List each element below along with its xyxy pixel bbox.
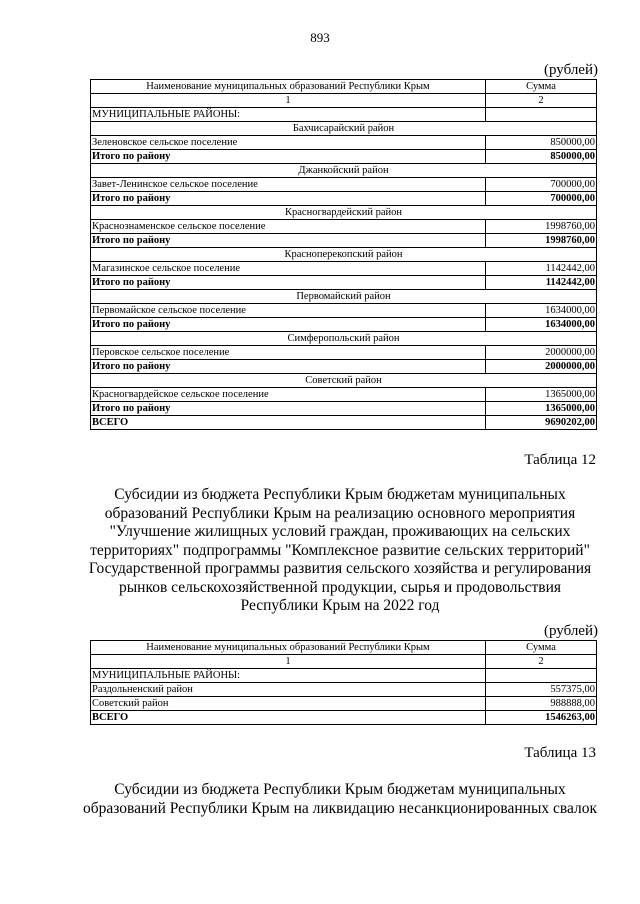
district-total-row <box>91 360 597 374</box>
column-number-2: 2 <box>486 94 597 108</box>
settlement-amount: 1365000,00 <box>486 388 597 402</box>
header-sum-cell: Сумма <box>486 641 597 655</box>
settlement-amount: 1142442,00 <box>486 262 597 276</box>
settlement-name: Красногвардейское сельское поселение <box>91 388 486 402</box>
empty-cell <box>486 108 597 122</box>
column-number-row <box>91 94 597 108</box>
table-12-heading <box>70 486 610 616</box>
settlement-amount: 2000000,00 <box>486 346 597 360</box>
district-name: Бахчисарайский район <box>91 122 597 136</box>
table-header-row <box>91 80 597 94</box>
district-row <box>91 248 597 262</box>
column-number-1: 1 <box>91 655 486 669</box>
group-row <box>91 669 597 683</box>
group-label: МУНИЦИПАЛЬНЫЕ РАЙОНЫ: <box>91 669 486 683</box>
district-total-row <box>91 234 597 248</box>
district-row <box>91 164 597 178</box>
district-total-amount: 1634000,00 <box>486 318 597 332</box>
district-name: Джанкойский район <box>91 164 597 178</box>
district-name: Симферопольский район <box>91 332 597 346</box>
table-row <box>91 388 597 402</box>
district-total-amount: 1998760,00 <box>486 234 597 248</box>
district-total-row <box>91 318 597 332</box>
table-row <box>91 304 597 318</box>
district-row <box>91 374 597 388</box>
table-13-label: Таблица 13 <box>524 745 596 761</box>
district-amount: 988888,00 <box>486 697 597 711</box>
district-name: Советский район <box>91 374 597 388</box>
district-total-amount: 1142442,00 <box>486 276 597 290</box>
table2-unit-label: (рублей) <box>543 623 598 639</box>
settlement-amount: 1634000,00 <box>486 304 597 318</box>
grand-total-label: ВСЕГО <box>91 711 486 725</box>
district-total-label: Итого по району <box>91 192 486 206</box>
district-total-label: Итого по району <box>91 150 486 164</box>
grand-total-row <box>91 711 597 725</box>
header-name-cell: Наименование муниципальных образований Республики Крым <box>91 80 486 94</box>
column-number-row <box>91 655 597 669</box>
table-header-row <box>91 641 597 655</box>
district-row <box>91 122 597 136</box>
heading-line: Государственной программы развития сельского хозяйства и регулирования <box>88 560 592 577</box>
column-number-2: 2 <box>486 655 597 669</box>
heading-line: образований Республики Крым на реализацию основного мероприятия <box>104 504 576 522</box>
table-13-heading <box>70 781 610 818</box>
district-total-row <box>91 402 597 416</box>
header-name-cell: Наименование муниципальных образований Республики Крым <box>91 641 486 655</box>
district-row <box>91 332 597 346</box>
settlement-name: Зеленовское сельское поселение <box>91 136 486 150</box>
district-row <box>91 290 597 304</box>
settlement-name: Краснознаменское сельское поселение <box>91 220 486 234</box>
grand-total-amount: 1546263,00 <box>486 711 597 725</box>
district-total-label: Итого по району <box>91 318 486 332</box>
settlement-amount: 700000,00 <box>486 178 597 192</box>
table-row <box>91 262 597 276</box>
district-total-amount: 850000,00 <box>486 150 597 164</box>
empty-cell <box>486 669 597 683</box>
heading-line: Республики Крым на 2022 год <box>240 597 440 614</box>
table-row <box>91 346 597 360</box>
district-total-row <box>91 150 597 164</box>
subsidy-table-1 <box>90 79 597 430</box>
district-total-amount: 2000000,00 <box>486 360 597 374</box>
district-name: Красногвардейский район <box>91 206 597 220</box>
settlement-name: Перовское сельское поселение <box>91 346 486 360</box>
settlement-name: Завет-Ленинское сельское поселение <box>91 178 486 192</box>
settlement-name: Магазинское сельское поселение <box>91 262 486 276</box>
district-total-label: Итого по району <box>91 276 486 290</box>
grand-total-amount: 9690202,00 <box>486 416 597 430</box>
column-number-1: 1 <box>91 94 486 108</box>
group-label: МУНИЦИПАЛЬНЫЕ РАЙОНЫ: <box>91 108 486 122</box>
heading-line: Субсидии из бюджета Республики Крым бюджетам муниципальных <box>114 486 566 503</box>
district-row <box>91 206 597 220</box>
heading-line: "Улучшение жилищных условий граждан, проживающих на сельских <box>109 523 571 540</box>
table-row <box>91 178 597 192</box>
heading-line: территориях" подпрограммы "Комплексное развитие сельских территорий" <box>90 541 590 559</box>
settlement-amount: 1998760,00 <box>486 220 597 234</box>
district-total-label: Итого по району <box>91 360 486 374</box>
district-total-row <box>91 192 597 206</box>
table-row <box>91 697 597 711</box>
district-name: Красноперекопский район <box>91 248 597 262</box>
table-12-label: Таблица 12 <box>524 452 596 468</box>
heading-line: образований Республики Крым на ликвидацию несанкционированных свалок <box>82 799 598 817</box>
table-row <box>91 683 597 697</box>
district-total-amount: 1365000,00 <box>486 402 597 416</box>
table-row <box>91 220 597 234</box>
heading-line: Субсидии из бюджета Республики Крым бюджетам муниципальных <box>114 781 566 798</box>
district-name: Первомайский район <box>91 290 597 304</box>
heading-line: рынков сельскохозяйственной продукции, сырья и продовольствия <box>119 578 561 596</box>
district-total-label: Итого по району <box>91 234 486 248</box>
district-total-row <box>91 276 597 290</box>
district-total-label: Итого по району <box>91 402 486 416</box>
page-number: 893 <box>310 30 330 45</box>
grand-total-row <box>91 416 597 430</box>
district-name: Раздольненский район <box>91 683 486 697</box>
header-sum-cell: Сумма <box>486 80 597 94</box>
settlement-amount: 850000,00 <box>486 136 597 150</box>
group-row <box>91 108 597 122</box>
district-total-amount: 700000,00 <box>486 192 597 206</box>
district-name: Советский район <box>91 697 486 711</box>
table-row <box>91 136 597 150</box>
table1-unit-label: (рублей) <box>543 62 598 78</box>
district-amount: 557375,00 <box>486 683 597 697</box>
subsidy-table-2 <box>90 640 597 725</box>
grand-total-label: ВСЕГО <box>91 416 486 430</box>
settlement-name: Первомайское сельское поселение <box>91 304 486 318</box>
